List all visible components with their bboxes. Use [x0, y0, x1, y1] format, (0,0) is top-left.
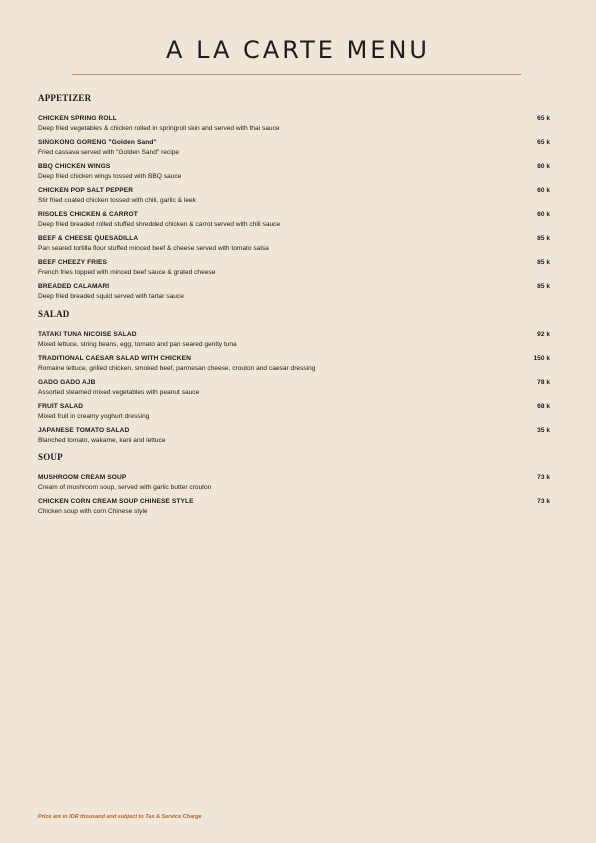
item-description: Deep fried vegetables & chicken rolled in springroll skin and served with thai sauce [38, 125, 280, 132]
item-description: French fries topped with minced beef sauce & grated cheese [38, 269, 216, 276]
item-price: 73 k [537, 498, 550, 505]
menu-item [38, 138, 550, 162]
menu-item [38, 330, 550, 354]
item-name: TRADITIONAL CAESAR SALAD WITH CHICKEN [38, 355, 192, 362]
item-name: BEEF CHEEZY FRIES [38, 259, 107, 266]
item-price: 85 k [537, 235, 550, 242]
item-price: 85 k [537, 283, 550, 290]
item-name: TATAKI TUNA NICOISE SALAD [38, 331, 137, 338]
item-description: Stir fried coated chicken tossed with chili, garlic & leek [38, 197, 196, 204]
item-price: 73 k [537, 474, 550, 481]
menu-item [38, 402, 550, 426]
section-title: SALAD [38, 309, 70, 319]
item-description: Pan seared tortilla flour stuffed minced beef & cheese served with tomato salsa [38, 245, 269, 252]
item-name: JAPANESE TOMATO SALAD [38, 427, 130, 434]
section-title: SOUP [38, 452, 63, 462]
item-price: 85 k [537, 259, 550, 266]
section-salad [38, 308, 550, 450]
item-price: 68 k [537, 403, 550, 410]
item-price: 150 k [533, 355, 550, 362]
item-price: 80 k [537, 163, 550, 170]
item-price: 35 k [537, 427, 550, 434]
menu-item [38, 258, 550, 282]
item-name: BEEF & CHEESE QUESADILLA [38, 235, 139, 242]
item-name: CHICKEN SPRING ROLL [38, 115, 117, 122]
item-description: Mixed lettuce, string beans, egg, tomato and pan seared gently tuna [38, 341, 237, 348]
item-description: Deep fried chicken wings tossed with BBQ sauce [38, 173, 182, 180]
item-description: Deep fried breaded rolled stuffed shredded chicken & carrot served with chili sauce [38, 221, 281, 228]
menu-item [38, 234, 550, 258]
item-description: Assorted steamed mixed vegetables with peanut sauce [38, 389, 200, 396]
menu-item [38, 473, 550, 497]
menu-item [38, 378, 550, 402]
item-description: Mixed fruit in creamy yoghurt dressing [38, 413, 150, 420]
section-appetizer [38, 92, 550, 306]
item-price: 60 k [537, 211, 550, 218]
section-soup [38, 451, 550, 521]
item-price: 78 k [537, 379, 550, 386]
item-name: BBQ CHICKEN WINGS [38, 163, 111, 170]
item-name: BREADED CALAMARI [38, 283, 110, 290]
page-title: A LA CARTE MENU [166, 36, 430, 64]
item-name: RISOLES CHICKEN & CARROT [38, 211, 138, 218]
item-description: Cream of mushroom soup, served with garlic butter crouton [38, 484, 212, 491]
menu-item [38, 282, 550, 306]
item-price: 60 k [537, 187, 550, 194]
menu-item [38, 497, 550, 521]
menu-item [38, 186, 550, 210]
item-price: 65 k [537, 139, 550, 146]
item-name: GADO GADO AJB [38, 379, 96, 386]
menu-item [38, 162, 550, 186]
item-name: CHICKEN CORN CREAM SOUP CHINESE STYLE [38, 498, 194, 505]
menu-item [38, 426, 550, 450]
item-name: SINGKONG GORENG "Golden Sand" [38, 139, 157, 146]
menu-item [38, 210, 550, 234]
item-price: 65 k [537, 115, 550, 122]
item-name: CHICKEN POP SALT PEPPER [38, 187, 134, 194]
item-description: Chicken soup with corn Chinese style [38, 508, 148, 515]
item-name: MUSHROOM CREAM SOUP [38, 474, 127, 481]
footer-note: Price are in IDR thousand and subject to Tax & Service Charge [38, 814, 202, 820]
menu-item [38, 354, 550, 378]
item-description: Fried cassava served with "Golden Sand" recipe [38, 149, 180, 156]
title-divider [72, 74, 521, 75]
item-description: Deep fried breaded squid served with tartar sauce [38, 293, 184, 300]
item-price: 92 k [537, 331, 550, 338]
item-description: Romaine lettuce, grilled chicken, smoked beef, parmesan cheese, crouton and caesar dressing [38, 365, 316, 372]
section-title: APPETIZER [38, 93, 92, 103]
item-name: FRUIT SALAD [38, 403, 84, 410]
menu-item [38, 114, 550, 138]
item-description: Blanched tomato, wakame, kani and lettuce [38, 437, 166, 444]
